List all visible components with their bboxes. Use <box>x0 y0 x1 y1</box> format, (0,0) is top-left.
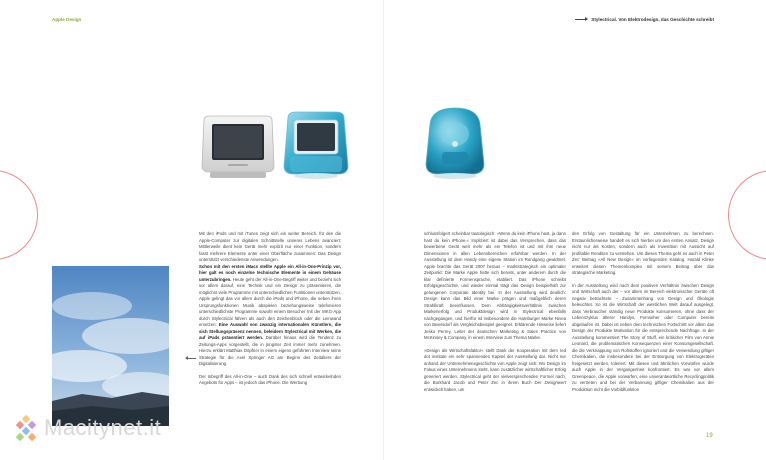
text-column-3 <box>572 231 714 393</box>
header-right <box>575 17 714 22</box>
col1-paragraph-3: Der Inbegriff des All-in-One – auch Dank des sich schnell entwickelnden Angebots für Apps – ist jedoch das iPhone. Die Werbung <box>199 373 341 385</box>
col3-paragraph-2: In der Ausstellung wird nach dem positiven Verhältnis zwischen Design und Wirtschaft auch der – vor allem im Bereich elektronischer Geräte oft negativ betrachtete – Zusammenhang von Design und Ökologie beleuchtet. So ist die Wirtschaft der westlichen Welt darauf ausgelegt, dass Verbraucher ständig neue Produkte konsumieren, ohne dass der Lebenszyklus älterer Handys, Fernseher oder Computer bereits abgelaufen ist. Dabei ist neben dem technischen Fortschritt vor allem das Design der Produkte Motivation für die entsprechende Nachfrage. In der Ausstellung kommentiert The Story of Stuff, ein kritischer Film von Annie Leonard, die problematischen Konsequenzen einer Konsumgesellschaft, die die Verknappung von Rohstoffen ignoriert und die Verwendung giftiger Chemikalien, die insbesondere bei der Entsorgung von Elektrogeräten freigesetzt werden, toleriert. Mit diesen und ähnlichen Vorwürfen wurde auch Apple in der Vergangenheit konfrontiert. Es war vor allem Greenpeace, die Apple vorwarfen, eine unverantwortliche Recyclingpolitik zu vertreten und bei der Verbannung giftiger Chemikalien aus der Produktion nicht die Vorbildfunktion <box>572 282 714 392</box>
arrow-left-icon <box>186 358 196 359</box>
text-column-2 <box>424 231 566 393</box>
col1-bold-1: Schon mit den ersten iMacs stellte Apple ein All-in-One-Prinzip vor, hier galt es noch einzelne technische Elemente in einem Gehäuse unterzubringen. <box>199 263 341 282</box>
watermark <box>12 414 161 442</box>
col1-text-1: Heute geht der All-in-One-Begriff weiter und bezieht sich vor allem darauf, eine Technik und ein Design zu präsentieren, die möglichst viele Programme mit unterschiedlichen Funktionen unterstützen. Apple gelingt das vor allem durch die iPods und iPhone, die neben ihren Ursprungsfunktionen Musik abspielen beziehungsweise telefonieren unterschiedlichste Programme sowohl einem Besucher mit der MKG-App durch Stylectrical führen als auch den Zeichenblock oder die Leinwand ersetzen: <box>199 276 341 327</box>
decorative-circle-right <box>728 170 766 260</box>
col1-paragraph-1: Mit den iPods und mit iTunes zeigt sich ein weiter Bereich, für den die Apple-Computer zur digitalen Schnittstelle unseres Lebens avanciert: Mittlerweile dient kein Gerät mehr explizit nur einer Funktion, sondern fasst mehrere Elemente unter einer Oberfläche zusammen: Das Design unterstützt verschiedenste Anwendungen. <box>199 231 341 262</box>
emac-computer-icon <box>198 114 278 180</box>
col2-paragraph-1: schlussfolgert scheinbar tautologisch: »Wenn du kein iPhone hast, ja dann hast du kein iPhone.« Impliziert ist dabei das Versprechen, dass das bewerbene Gerät weit mehr als ein Telefon ist und mit ihm neue Dimensionen in allen Lebensbereichen erfahrbar werden. In der Ausstellung ist dem Handy eine eigene Station im Rundgang gewidmet. Apple brachte das Gerät 2007 heraus – marktstrategisch ein optimaler Zeitpunkt: Die Marke Apple hatte sich bereits, unter anderem durch die klar definierte Formensprache, etabliert. Das iPhone schreibt Erfolgsgeschichte, und wieder einmal trägt das Design beispielhaft zur gelungenen Corporate Identity bei. In der Ausstellung wird deutlich: Design kann das Bild einer Marke prägen und maßgeblich deren Strahlkraft beeinflussen. Dem Abhängigkeitsverhältnis zwischen Markenerfolg und Produktdesign wird in Stylectrical ebenfalls nachgegangen, und hierfür ist insbesondere die Hamburger Marke Nivea von Beiersdorf als Vergleichsbeispiel geeignet. Erklärende Hinweise liefert Jesko Perrey, Leiter der deutschen Marketing & Sales Practice von McKinsey & Company, in einem Interview zum Thema Marke. <box>424 231 566 340</box>
sky-photo-icon <box>52 266 169 426</box>
col3-paragraph-1: den Erfolg von Gestaltung für ein Unternehmen zu berechnen. Erstaunlicherweise handelt es sich hierbei um den ersten Ansatz, Design nicht nur als Kosten, sondern auch als Investition mit Aussicht auf profitable Renditen zu verstehen. Um dieses Thema geht es auch in Peter Zec' Beitrag »All New Design« im vorliegenden Katalog. Harald Klinke erweitert diesen Themenkomplex mit seinem Beitrag über das strategische Marketing. <box>572 231 714 275</box>
col1-bold-2: Eine Auswahl von zwanzig internationalen Künstlern, die sich Stellungspräsenz nennen, beleidern Stylectrical mit Werken, die auf iPads präsentiert werden. <box>199 322 341 340</box>
col2-text-2: entwickelt haben, um <box>424 386 465 392</box>
sky-photo <box>52 266 169 426</box>
col2-book-title: Der Designwert <box>534 380 566 385</box>
page-number: 19 <box>706 433 713 439</box>
page-fold <box>383 0 384 460</box>
text-column-1 <box>199 231 341 387</box>
col2-paragraph-2 <box>424 348 566 394</box>
header-right-title: Stylectrical. Von Elektrodesign, das Geschichte schreibt <box>591 17 714 22</box>
imac-g3-back-blue-icon <box>420 104 490 180</box>
arrow-right-icon <box>575 19 587 20</box>
decorative-circle-left <box>0 170 38 260</box>
imac-g3-blue-icon <box>280 110 352 180</box>
watermark-text: Macitynet.it <box>44 415 162 440</box>
col1-text-2: Darüber hinaus wird die Tendenz zu Zeitungs-Apps vorgestellt, die in jüngster Zeit immer mehr zunehmen. Hierzu erklärt Matthias Döpfner in einem eigens geführten Interview seine Strategie für die Axel Springer AG am Beginn des Zeitalters der Digitalisierung. <box>199 335 342 366</box>
apple-logo-icon <box>12 414 40 442</box>
col2-text-1: »Design als Wirtschaftsfaktor« stellt Dank der Kooperation mit dem red dot institute ein sehr spannendes Kapitel der Ausstellung dar. Nicht nur anhand der Unternehmensgeschichte von Apple zeigt sich: Wo Design im Fokus eines Unternehmens steht, kann zusätzlicher wirtschaftlicher Erfolg generiert werden. Stylectrical geht der vielversprechenden Formel nach, die Burkhard Jacob und Peter Zec in ihrem Buch <box>424 347 566 385</box>
header-left: Apple Design <box>52 17 82 22</box>
col1-paragraph-2 <box>199 264 341 368</box>
